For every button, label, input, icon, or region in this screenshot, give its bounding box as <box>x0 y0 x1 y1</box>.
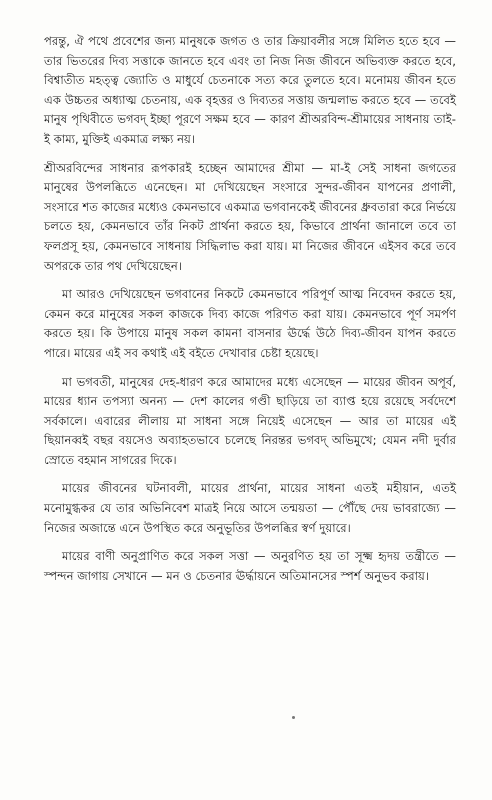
page-body <box>44 32 456 595</box>
paragraph-6: মায়ের বাণী অনুপ্রাণিত করে সকল সত্তা — অনুরণিত হয় তা সূক্ষ্ম হৃদয় তন্ত্রীতে — স্পন্দন জাগায় সেখানে — মন ও চেতনার ঊর্দ্ধায়নে অতিমানসের স্পর্শ অনুভব করায়। <box>44 549 456 583</box>
paragraph-1: পরন্তু, ঐ পথে প্রবেশের জন্য মানুষকে জগত ও তার ক্রিয়াবলীর সঙ্গে মিলিত হতে হবে — তার ভিতরের দিব্য সত্তাকে জানতে হবে এবং তা নিজ নিজ জীবনে অভিব্যক্ত করতে হবে, বিশ্বাতীত মহত্ত্ব জ্যোতি ও মাধুর্যে চেতনাকে সত্য করে তুলতে হবে। মনোময় জীবন হতে এক উচ্চতর অধ্যাত্ম চেতনায়, এক বৃহত্তর ও দিব্যতর সত্তায় জন্মলাভ করতে হবে — তবেই মানুষ পৃথিবীতে ভগবদ্ ইচ্ছা পূরণে সক্ষম হবে — কারণ শ্রীঅরবিন্দ-শ্রীমায়ের সাধনায় তাই-ই কাম্য, মুক্তিই একমাত্র লক্ষ্য নয়। <box>44 34 456 146</box>
paragraph-4: মা ভগবতী, মানুষের দেহ-ধারণ করে আমাদের মধ্যে এসেছেন — মায়ের জীবন অপূর্ব, মায়ের ধ্যান তপস্যা অনন্য — দেশ কালের গণ্ডী ছাড়িয়ে তা ব্যাপ্ত হয়ে রয়েছে সর্বদেশে সর্বকালে। এবারের লীলায় মা সাধনা সঙ্গে নিয়েই এসেছেন — আর তা মায়ের এই ছিয়ানব্বই বছর বয়সেও অব্যাহতভাবে চলেছে নিরন্তর ভগবদ্ অভিমুখে; যেমন নদী দুর্বার স্রোতে বহমান সাগরের দিকে। <box>44 374 456 467</box>
paragraph-3: মা আরও দেখিয়েছেন ভগবানের নিকটে কেমনভাবে পরিপূর্ণ আত্ম নিবেদন করতে হয়, কেমন করে মানুষের সকল কাজকে দিব্য কাজে পরিণত করা যায়। কেমনভাবে পূর্ণ সমর্পণ করতে হয়। কি উপায়ে মানুষ সকল কামনা বাসনার ঊর্দ্ধে উঠে দিব্য-জীবন যাপন করতে পারে। মায়ের এই সব কথাই এই বইতে দেখাবার চেষ্টা হয়েছে। <box>44 287 456 360</box>
print-speck <box>292 716 295 719</box>
paragraph-5: মায়ের জীবনের ঘটনাবলী, মায়ের প্রার্থনা, মায়ের সাধনা এতই মহীয়ান, এতই মনোমুগ্ধকর যে তার অভিনিবেশ মাত্রই নিয়ে আসে তন্ময়তা — পৌঁছে দেয় ভাবরাজ্যে — নিজের অজান্তে এনে উপস্থিত করে অনুভূতির উপলব্ধির স্বর্ণ দুয়ারে। <box>44 481 456 535</box>
paragraph-2: শ্রীঅরবিন্দের সাধনার রূপকারই হচ্ছেন আমাদের শ্রীমা — মা-ই সেই সাধনা জগতের মানুষের উপলব্ধিতে এনেছেন। মা দেখিয়েছেন সংসারে সুন্দর-জীবন যাপনের প্রণালী, সংসারে শত কাজের মধ্যেও কেমনভাবে একমাত্র ভগবানকেই জীবনের ধ্রুবতারা করে নির্ভয়ে চলতে হয়, কেমনভাবে তাঁর নিকট প্রার্থনা করতে হয়, কিভাবে প্রার্থনা জানালে তবে তা ফলপ্রসূ হয়, কেমনভাবে সাধনায় সিদ্ধিলাভ করা যায়। মা নিজের জীবনে এইসব করে তবে অপরকে তার পথ দেখিয়েছেন। <box>44 160 456 273</box>
